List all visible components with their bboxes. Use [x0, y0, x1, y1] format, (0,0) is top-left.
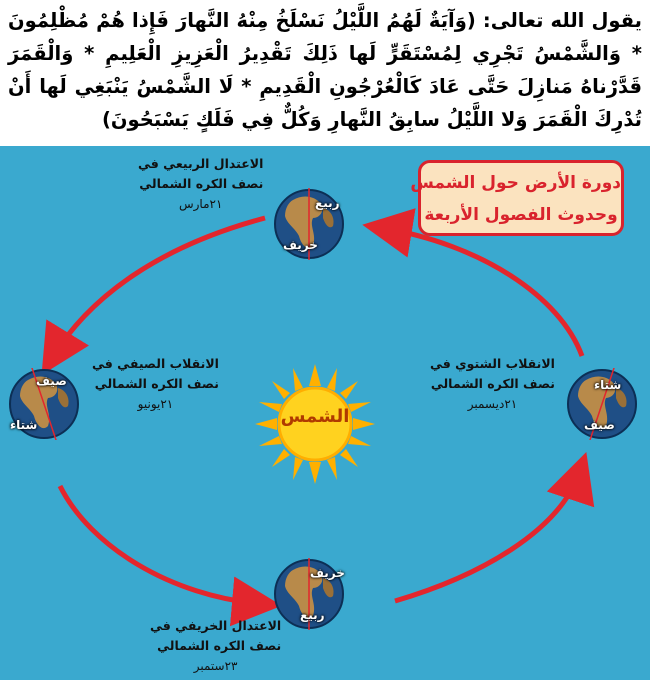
label-autumn-date: ٢٣ستمبر — [193, 659, 238, 673]
arrow-winter-to-spring — [382, 228, 582, 356]
arrow-autumn-to-winter — [395, 471, 580, 601]
title-box — [410, 160, 624, 236]
sun-label: الشمس — [280, 406, 350, 427]
spring-tag-lower: خريف — [283, 238, 318, 252]
title-line-2: وحدوث الفصول الأربعة — [424, 205, 618, 225]
winter-tag-upper: شتاء — [594, 378, 622, 392]
autumn-tag-upper: خريف — [310, 566, 345, 580]
winter-tag-lower: صيف — [584, 418, 615, 432]
arrow-summer-to-autumn — [60, 486, 262, 604]
arrow-spring-to-summer — [52, 218, 265, 358]
summer-tag-lower: شتاء — [10, 418, 38, 432]
label-winter-line1: الانقلاب الشتوي في — [430, 356, 555, 371]
autumn-tag-lower: ربيع — [300, 608, 325, 622]
label-spring-line2: نصف الكره الشمالي — [139, 176, 264, 191]
label-summer-line1: الانقلاب الصيفي في — [92, 356, 219, 371]
label-winter-solstice — [430, 354, 555, 414]
label-spring-equinox — [138, 154, 263, 214]
label-autumn-equinox — [150, 616, 281, 676]
label-spring-date: ٢١مارس — [178, 197, 223, 211]
label-autumn-line1: الاعتدال الخريفي في — [150, 618, 282, 633]
quran-verse: يقول الله تعالى: (وَآيَةٌ لَهُمُ اللَّيْلُ نَسْلَخُ مِنْهُ النَّهارَ فَإِذا هُمْ مُظْلِمُونَ * وَالشَّمْسُ تَجْرِي لِمُسْتَقَرٍّ لَها ذَلِكَ تَقْدِيرُ الْعَزِيزِ الْعَلِيمِ * وَالْقَمَرَ قَدَّرْناهُ مَنازِلَ حَتَّى عَادَ كَالْعُرْجُونِ الْقَدِيمِ * لَا الشَّمْسُ يَنْبَغِي لَها أَنْ تُدْرِكَ الْقَمَرَ وَلا اللَّيْلُ سابِقُ النَّهارِ وَكُلٌّ فِي فَلَكٍ يَسْبَحُونَ) — [8, 9, 642, 131]
label-summer-solstice — [92, 354, 219, 414]
label-spring-line1: الاعتدال الربيعي في — [138, 156, 264, 171]
title-line-1: دورة الأرض حول الشمس — [410, 173, 621, 193]
summer-tag-upper: صيف — [36, 374, 67, 388]
label-summer-date: ٢١يونيو — [137, 397, 174, 411]
label-winter-date: ٢١ديسمبر — [467, 397, 518, 411]
label-summer-line2: نصف الكره الشمالي — [94, 376, 219, 391]
label-winter-line2: نصف الكره الشمالي — [430, 376, 555, 391]
spring-tag-upper: ربيع — [315, 196, 340, 210]
earth-orbit-diagram — [0, 146, 650, 680]
label-autumn-line2: نصف الكره الشمالي — [157, 638, 282, 653]
